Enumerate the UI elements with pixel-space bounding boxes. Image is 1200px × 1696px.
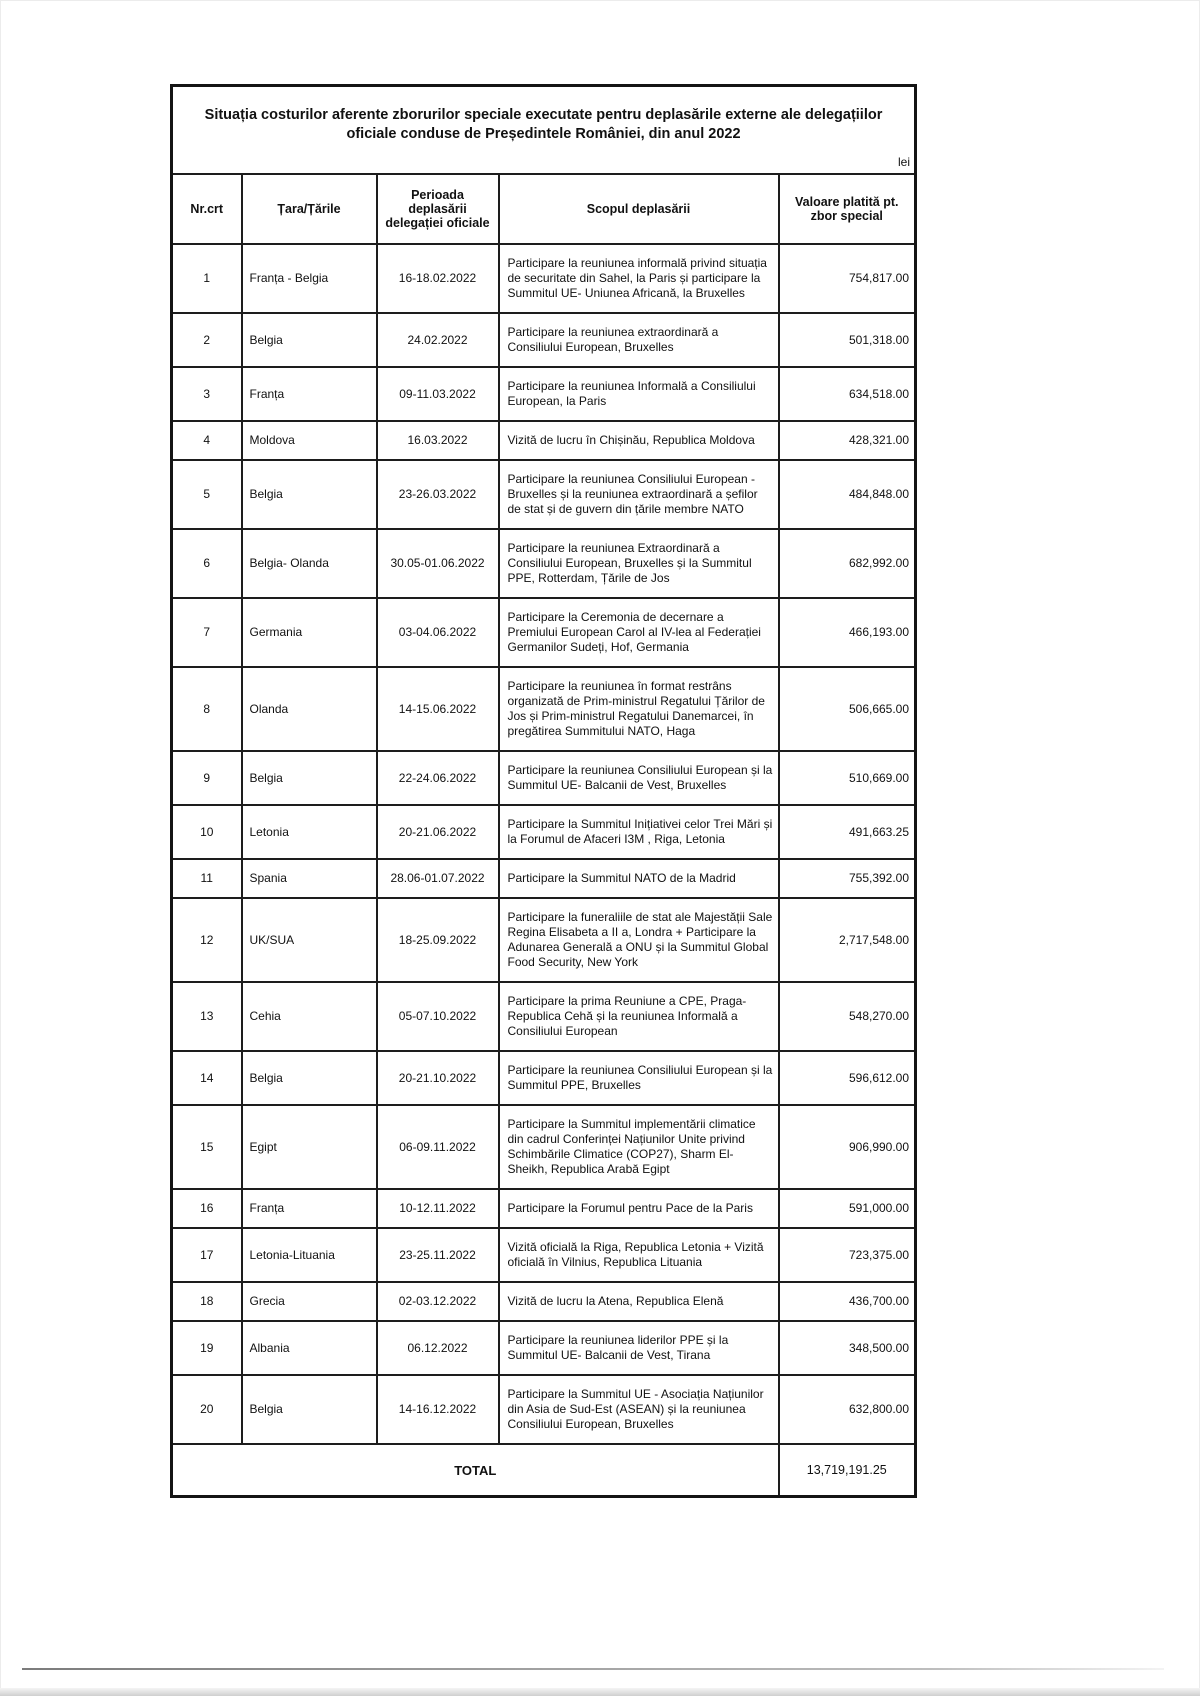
country-cell: Cehia [242,982,377,1051]
row-number-cell: 6 [172,529,242,598]
purpose-cell: Participare la reuniunea Consiliului European și la Summitul UE- Balcanii de Vest, Bruxelles [499,751,779,805]
total-value: 13,719,191.25 [779,1444,916,1497]
value-cell: 548,270.00 [779,982,916,1051]
country-cell: Grecia [242,1282,377,1321]
country-cell: Belgia- Olanda [242,529,377,598]
row-number-cell: 15 [172,1105,242,1189]
period-cell: 06.12.2022 [377,1321,499,1375]
country-cell: Germania [242,598,377,667]
value-cell: 632,800.00 [779,1375,916,1444]
table-body [172,244,916,1444]
period-cell: 18-25.09.2022 [377,898,499,982]
purpose-cell: Participare la Ceremonia de decernare a Premiului European Carol al IV-lea al Federației Germanilor Sudeți, Hof, Germania [499,598,779,667]
table-row [172,1375,916,1444]
period-cell: 20-21.06.2022 [377,805,499,859]
purpose-cell: Vizită de lucru la Atena, Republica Elenă [499,1282,779,1321]
value-cell: 596,612.00 [779,1051,916,1105]
value-cell: 682,992.00 [779,529,916,598]
row-number-cell: 4 [172,421,242,460]
value-cell: 723,375.00 [779,1228,916,1282]
row-number-cell: 9 [172,751,242,805]
table-row [172,367,916,421]
country-cell: Belgia [242,313,377,367]
purpose-cell: Participare la Summitul UE - Asociația Națiunilor din Asia de Sud-Est (ASEAN) și la reuniunea Consiliului European, Bruxelles [499,1375,779,1444]
country-cell: Albania [242,1321,377,1375]
column-header-country: Țara/Țările [242,174,377,244]
row-number-cell: 14 [172,1051,242,1105]
period-cell: 16.03.2022 [377,421,499,460]
currency-label: lei [898,155,911,169]
row-number-cell: 13 [172,982,242,1051]
purpose-cell: Participare la Summitul Inițiativei celor Trei Mări și la Forumul de Afaceri I3M , Riga, Letonia [499,805,779,859]
costs-table [170,84,917,1498]
period-cell: 06-09.11.2022 [377,1105,499,1189]
column-header-value: Valoare platită pt. zbor special [779,174,916,244]
purpose-cell: Participare la reuniunea Informală a Consiliului European, la Paris [499,367,779,421]
period-cell: 23-26.03.2022 [377,460,499,529]
row-number-cell: 11 [172,859,242,898]
period-cell: 02-03.12.2022 [377,1282,499,1321]
row-number-cell: 16 [172,1189,242,1228]
period-cell: 20-21.10.2022 [377,1051,499,1105]
country-cell: Egipt [242,1105,377,1189]
total-row [172,1444,916,1497]
table-row [172,1321,916,1375]
value-cell: 436,700.00 [779,1282,916,1321]
value-cell: 466,193.00 [779,598,916,667]
period-cell: 09-11.03.2022 [377,367,499,421]
row-number-cell: 10 [172,805,242,859]
row-number-cell: 18 [172,1282,242,1321]
purpose-cell: Participare la reuniunea Consiliului European și la Summitul PPE, Bruxelles [499,1051,779,1105]
period-cell: 30.05-01.06.2022 [377,529,499,598]
value-cell: 591,000.00 [779,1189,916,1228]
table-row [172,805,916,859]
country-cell: Franța - Belgia [242,244,377,313]
total-label: TOTAL [172,1444,779,1497]
purpose-cell: Participare la Summitul NATO de la Madrid [499,859,779,898]
country-cell: Moldova [242,421,377,460]
period-cell: 16-18.02.2022 [377,244,499,313]
column-header-period: Perioada deplasării delegației oficiale [377,174,499,244]
value-cell: 491,663.25 [779,805,916,859]
table-row [172,1189,916,1228]
purpose-cell: Participare la reuniunea Consiliului European - Bruxelles și la reuniunea extraordinară a șefilor de stat și de guvern din țările membre NATO [499,460,779,529]
table-row [172,598,916,667]
table-row [172,460,916,529]
table-row [172,982,916,1051]
period-cell: 28.06-01.07.2022 [377,859,499,898]
country-cell: Franța [242,1189,377,1228]
page-bottom-edge [0,1688,1200,1696]
purpose-cell: Participare la Forumul pentru Pace de la Paris [499,1189,779,1228]
row-number-cell: 7 [172,598,242,667]
header-row [172,174,916,244]
row-number-cell: 20 [172,1375,242,1444]
table-row [172,1105,916,1189]
period-cell: 10-12.11.2022 [377,1189,499,1228]
period-cell: 24.02.2022 [377,313,499,367]
scan-artifact-line [22,1668,1164,1670]
column-header-purpose: Scopul deplasării [499,174,779,244]
period-cell: 05-07.10.2022 [377,982,499,1051]
value-cell: 428,321.00 [779,421,916,460]
table-row [172,898,916,982]
purpose-cell: Participare la reuniunea în format restrâns organizată de Prim-ministrul Regatului Țărilor de Jos și Prim-ministrul Regatului Danemarcei, în pregătirea Summitului NATO, Haga [499,667,779,751]
period-cell: 14-16.12.2022 [377,1375,499,1444]
row-number-cell: 3 [172,367,242,421]
table-row [172,1228,916,1282]
row-number-cell: 1 [172,244,242,313]
column-header-nr: Nr.crt [172,174,242,244]
title-cell [172,86,916,175]
country-cell: Franța [242,367,377,421]
row-number-cell: 17 [172,1228,242,1282]
row-number-cell: 5 [172,460,242,529]
period-cell: 14-15.06.2022 [377,667,499,751]
table-row [172,1282,916,1321]
value-cell: 755,392.00 [779,859,916,898]
value-cell: 484,848.00 [779,460,916,529]
table-row [172,667,916,751]
table-row [172,313,916,367]
table-row [172,244,916,313]
table-row [172,1051,916,1105]
country-cell: Belgia [242,1375,377,1444]
value-cell: 906,990.00 [779,1105,916,1189]
purpose-cell: Participare la reuniunea Extraordinară a Consiliului European, Bruxelles și la Summitul PPE, Rotterdam, Țările de Jos [499,529,779,598]
row-number-cell: 2 [172,313,242,367]
table-row [172,859,916,898]
country-cell: Belgia [242,751,377,805]
country-cell: Spania [242,859,377,898]
value-cell: 2,717,548.00 [779,898,916,982]
period-cell: 22-24.06.2022 [377,751,499,805]
country-cell: Letonia [242,805,377,859]
purpose-cell: Participare la reuniunea liderilor PPE și la Summitul UE- Balcanii de Vest, Tirana [499,1321,779,1375]
value-cell: 754,817.00 [779,244,916,313]
purpose-cell: Participare la funeraliile de stat ale Majestății Sale Regina Elisabeta a II a, Londra + Participare la Adunarea Generală a ONU și la Summitul Global Food Security, New York [499,898,779,982]
row-number-cell: 19 [172,1321,242,1375]
value-cell: 348,500.00 [779,1321,916,1375]
value-cell: 510,669.00 [779,751,916,805]
value-cell: 501,318.00 [779,313,916,367]
costs-table-wrapper [170,84,914,1498]
table-row [172,751,916,805]
period-cell: 03-04.06.2022 [377,598,499,667]
row-number-cell: 12 [172,898,242,982]
country-cell: Letonia-Lituania [242,1228,377,1282]
country-cell: UK/SUA [242,898,377,982]
table-row [172,421,916,460]
purpose-cell: Participare la reuniunea extraordinară a Consiliului European, Bruxelles [499,313,779,367]
purpose-cell: Participare la Summitul implementării climatice din cadrul Conferinței Națiunilor Unite privind Schimbările Climatice (COP27), Sharm El-Sheikh, Republica Arabă Egipt [499,1105,779,1189]
row-number-cell: 8 [172,667,242,751]
table-row [172,529,916,598]
country-cell: Belgia [242,1051,377,1105]
country-cell: Belgia [242,460,377,529]
purpose-cell: Vizită de lucru în Chișinău, Republica Moldova [499,421,779,460]
title-row [172,86,916,175]
purpose-cell: Participare la prima Reuniune a CPE, Praga- Republica Cehă și la reuniunea Informală a Consiliului European [499,982,779,1051]
value-cell: 634,518.00 [779,367,916,421]
country-cell: Olanda [242,667,377,751]
value-cell: 506,665.00 [779,667,916,751]
page-title: Situația costurilor aferente zborurilor speciale executate pentru deplasările externe ale delegațiilor oficiale conduse de Președintele României, din anul 2022 [204,107,883,142]
period-cell: 23-25.11.2022 [377,1228,499,1282]
purpose-cell: Vizită oficială la Riga, Republica Letonia + Vizită oficială în Vilnius, Republica Lituania [499,1228,779,1282]
purpose-cell: Participare la reuniunea informală privind situația de securitate din Sahel, la Paris și participare la Summitul UE- Uniunea Africană, la Bruxelles [499,244,779,313]
